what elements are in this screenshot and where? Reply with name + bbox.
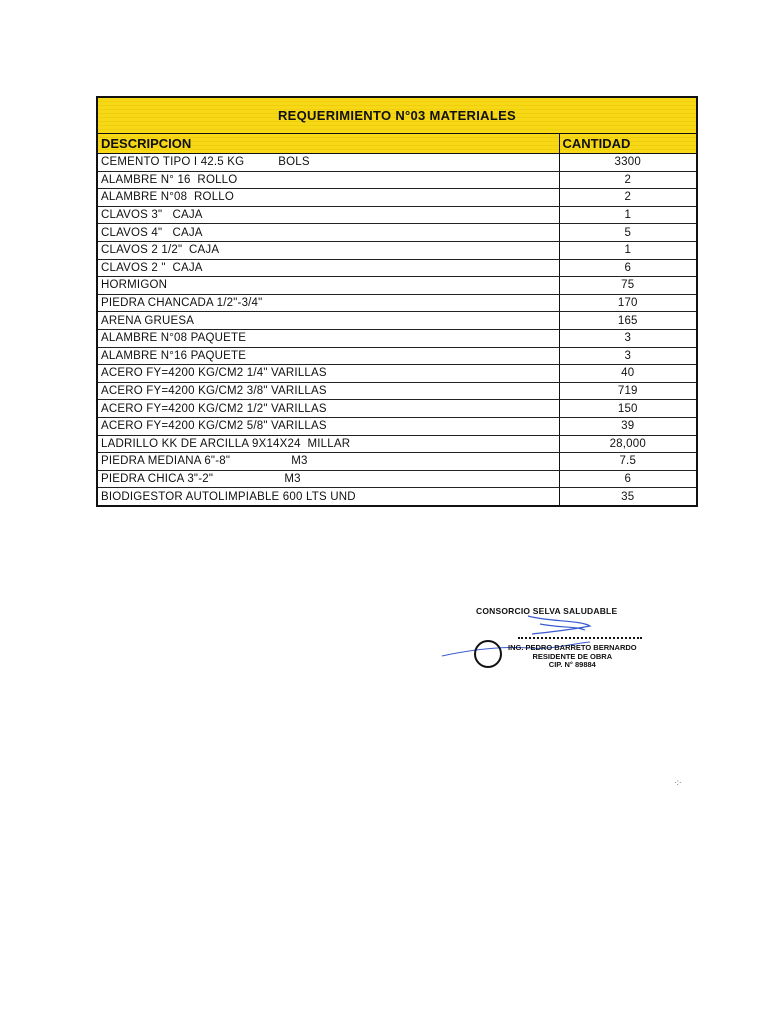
item-quantity: 40 xyxy=(559,365,696,383)
item-quantity: 170 xyxy=(559,294,696,312)
table-row xyxy=(98,329,696,347)
item-description: ACERO FY=4200 KG/CM2 3/8" VARILLAS xyxy=(98,382,559,400)
table-row xyxy=(98,224,696,242)
item-description: CLAVOS 4" CAJA xyxy=(98,224,559,242)
item-quantity: 28,000 xyxy=(559,435,696,453)
table-row xyxy=(98,488,696,505)
item-description: BIODIGESTOR AUTOLIMPIABLE 600 LTS UND xyxy=(101,490,356,503)
table-row xyxy=(98,347,696,365)
item-description: PIEDRA MEDIANA 6"-8" M3 xyxy=(98,453,559,471)
item-description: HORMIGON xyxy=(98,277,559,295)
item-quantity: 150 xyxy=(559,400,696,418)
signature-line xyxy=(518,637,642,639)
signature-stamp xyxy=(440,600,650,680)
item-description: ALAMBRE N°16 PAQUETE xyxy=(98,347,559,365)
item-description: CLAVOS 2 1/2" CAJA xyxy=(98,241,559,259)
item-description: ALAMBRE N°08 PAQUETE xyxy=(98,329,559,347)
item-quantity: 2 xyxy=(559,171,696,189)
item-quantity: 6 xyxy=(559,470,696,488)
table-row xyxy=(98,277,696,295)
table-row xyxy=(98,312,696,330)
item-description: CEMENTO TIPO I 42.5 KG BOLS xyxy=(98,154,559,172)
engineer-seal-icon xyxy=(474,640,502,668)
header-row xyxy=(98,134,696,154)
table-row xyxy=(98,365,696,383)
item-quantity: 719 xyxy=(559,382,696,400)
table-row xyxy=(98,400,696,418)
engineer-role: RESIDENTE DE OBRA xyxy=(532,651,613,661)
engineer-name: ING. PEDRO BARRETO BERNARDO xyxy=(508,643,637,652)
engineer-cip: CIP. N° 89884 xyxy=(548,660,596,669)
item-quantity: 1 xyxy=(559,206,696,224)
table-row xyxy=(98,382,696,400)
engineer-block xyxy=(508,644,637,670)
table-row xyxy=(98,171,696,189)
table-row xyxy=(98,189,696,207)
company-name: CONSORCIO SELVA SALUDABLE xyxy=(476,606,618,616)
item-description: ALAMBRE N° 16 ROLLO xyxy=(98,171,559,189)
table-row xyxy=(98,259,696,277)
item-quantity: 165 xyxy=(559,312,696,330)
table-row xyxy=(98,294,696,312)
table-row xyxy=(98,417,696,435)
item-description: ACERO FY=4200 KG/CM2 1/4" VARILLAS xyxy=(98,365,559,383)
item-description: CLAVOS 2 " CAJA xyxy=(98,259,559,277)
item-quantity: 39 xyxy=(559,417,696,435)
item-quantity: 6 xyxy=(559,259,696,277)
description-header: DESCRIPCION xyxy=(98,134,559,154)
table-row xyxy=(98,154,696,172)
table-row xyxy=(98,241,696,259)
item-description: ACERO FY=4200 KG/CM2 1/2" VARILLAS xyxy=(98,400,559,418)
item-description: CLAVOS 3" CAJA xyxy=(98,206,559,224)
item-quantity: 3 xyxy=(559,329,696,347)
item-quantity: 35 xyxy=(559,488,696,505)
scan-specks: ·:· xyxy=(674,778,682,787)
item-description: ALAMBRE N°08 ROLLO xyxy=(98,189,559,207)
item-description: ACERO FY=4200 KG/CM2 5/8" VARILLAS xyxy=(98,417,559,435)
item-quantity: 2 xyxy=(559,189,696,207)
item-description: PIEDRA CHANCADA 1/2"-3/4" xyxy=(98,294,559,312)
item-quantity: 7.5 xyxy=(559,453,696,471)
item-description: LADRILLO KK DE ARCILLA 9X14X24 MILLAR xyxy=(98,435,559,453)
materials-table xyxy=(98,134,696,505)
item-quantity: 3300 xyxy=(559,154,696,172)
table-row xyxy=(98,470,696,488)
item-quantity: 1 xyxy=(559,241,696,259)
table-title: REQUERIMIENTO N°03 MATERIALES xyxy=(98,98,696,134)
table-row xyxy=(98,453,696,471)
quantity-header: CANTIDAD xyxy=(559,134,696,154)
item-quantity: 5 xyxy=(559,224,696,242)
item-quantity: 75 xyxy=(559,277,696,295)
table-row xyxy=(98,435,696,453)
item-description: ARENA GRUESA xyxy=(98,312,559,330)
materials-requirement-table xyxy=(96,96,698,507)
item-description: PIEDRA CHICA 3"-2" M3 xyxy=(98,470,559,488)
item-quantity: 3 xyxy=(559,347,696,365)
table-row xyxy=(98,206,696,224)
